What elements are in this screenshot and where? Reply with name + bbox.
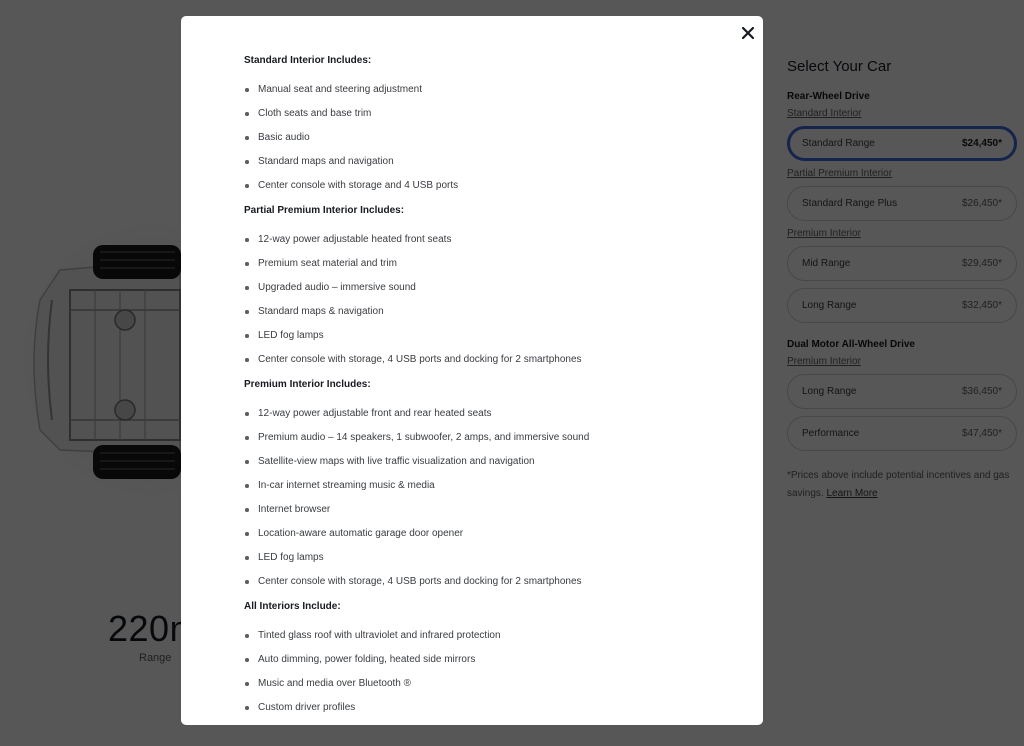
feature-item: LED fog lamps <box>244 551 724 575</box>
partial-premium-interior-section <box>244 205 724 377</box>
feature-item: Tinted glass roof with ultraviolet and infrared protection <box>244 629 724 653</box>
feature-item: LED fog lamps <box>244 329 724 353</box>
feature-item: 12-way power adjustable front and rear heated seats <box>244 407 724 431</box>
interior-features-modal <box>181 16 763 725</box>
feature-item: Music and media over Bluetooth ® <box>244 677 724 701</box>
feature-list <box>244 629 724 725</box>
feature-item: 12-way power adjustable heated front seats <box>244 233 724 257</box>
feature-item: In-car internet streaming music & media <box>244 479 724 503</box>
feature-list <box>244 83 724 203</box>
feature-list <box>244 407 724 599</box>
feature-list <box>244 233 724 377</box>
feature-item: Internet browser <box>244 503 724 527</box>
feature-item: Standard maps & navigation <box>244 305 724 329</box>
section-heading: Standard Interior Includes: <box>244 55 372 66</box>
feature-item: Standard maps and navigation <box>244 155 724 179</box>
feature-item: Custom driver profiles <box>244 701 724 725</box>
feature-item: Manual seat and steering adjustment <box>244 83 724 107</box>
section-heading: All Interiors Include: <box>244 601 341 612</box>
feature-item: Center console with storage, 4 USB ports and docking for 2 smartphones <box>244 353 724 377</box>
feature-item: Premium audio – 14 speakers, 1 subwoofer, 2 amps, and immersive sound <box>244 431 724 455</box>
feature-item: Basic audio <box>244 131 724 155</box>
section-heading: Partial Premium Interior Includes: <box>244 205 405 216</box>
close-button[interactable] <box>738 23 758 43</box>
feature-item: Upgraded audio – immersive sound <box>244 281 724 305</box>
section-heading: Premium Interior Includes: <box>244 379 371 390</box>
feature-item: Satellite-view maps with live traffic visualization and navigation <box>244 455 724 479</box>
feature-item: Cloth seats and base trim <box>244 107 724 131</box>
feature-item: Premium seat material and trim <box>244 257 724 281</box>
feature-item: Center console with storage and 4 USB ports <box>244 179 724 203</box>
feature-item: Center console with storage, 4 USB ports and docking for 2 smartphones <box>244 575 724 599</box>
close-icon <box>738 23 758 43</box>
feature-item: Auto dimming, power folding, heated side mirrors <box>244 653 724 677</box>
premium-interior-section <box>244 379 724 599</box>
all-interiors-section <box>244 601 724 725</box>
modal-content <box>244 55 724 725</box>
feature-item: Location-aware automatic garage door opener <box>244 527 724 551</box>
standard-interior-section <box>244 55 724 203</box>
